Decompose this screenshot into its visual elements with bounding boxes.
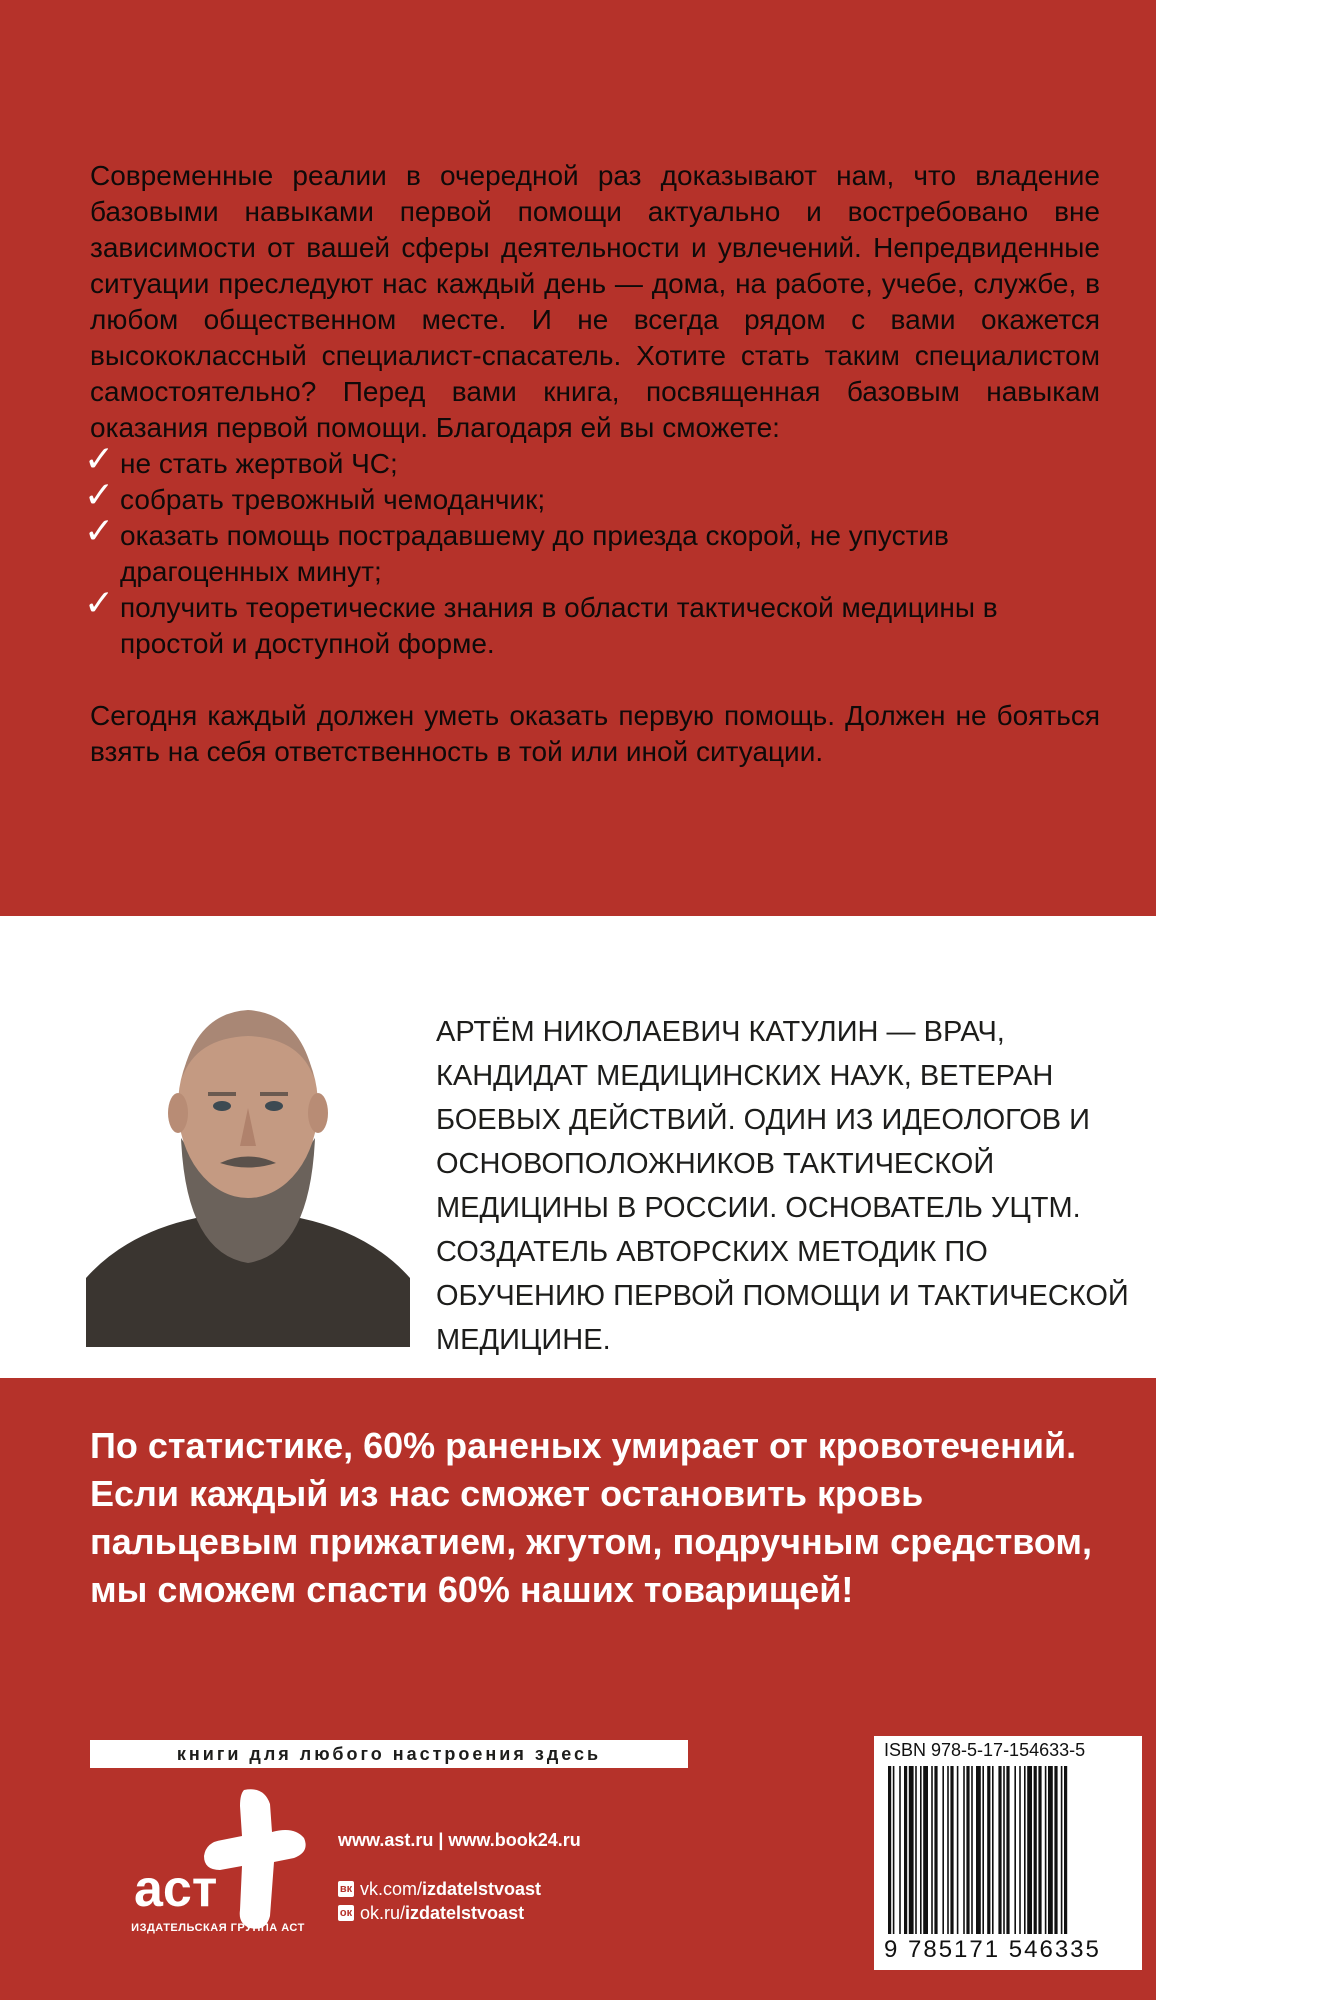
barcode-digits: 9 785171 546335	[884, 1936, 1101, 1963]
barcode-bar	[992, 1766, 994, 1934]
barcode-bar	[1045, 1766, 1047, 1934]
barcode-bar	[1038, 1766, 1041, 1934]
barcode-bar	[998, 1766, 1001, 1934]
barcode-bar	[893, 1766, 895, 1934]
barcode-bar	[1006, 1766, 1009, 1934]
barcode-bar	[888, 1766, 891, 1934]
barcode-bar	[957, 1766, 959, 1934]
ast-logo	[104, 1786, 320, 1936]
barcode-bar	[963, 1766, 965, 1934]
barcode-box	[874, 1736, 1142, 1970]
publisher-name: ИЗДАТЕЛЬСКАЯ ГРУППА АСТ	[131, 1922, 305, 1934]
publisher-links	[338, 1830, 581, 1925]
barcode-bar	[923, 1766, 928, 1934]
author-photo	[86, 978, 410, 1347]
barcode-bar	[1027, 1766, 1032, 1934]
checkmark-icon: ✓	[84, 583, 115, 624]
vk-link[interactable]: вк vk.com/ izdatelstvoast	[339, 1878, 542, 1899]
barcode-bar	[1024, 1766, 1026, 1934]
isbn-label: ISBN 978-5-17-154633-5	[884, 1740, 1086, 1760]
barcode-bar	[966, 1766, 969, 1934]
barcode-bar	[934, 1766, 937, 1934]
barcode-bar	[976, 1766, 981, 1934]
barcode-bar	[1034, 1766, 1037, 1934]
barcode-bar	[971, 1766, 973, 1934]
list-item: ✓ получить теоретические знания в области тактической медицины в простой и доступной форме.	[84, 583, 998, 659]
barcode-bar	[950, 1766, 953, 1934]
vk-icon: вк	[339, 1883, 353, 1895]
list-item: ✓ собрать тревожный чемоданчик;	[84, 475, 546, 516]
barcode-bar	[1064, 1766, 1067, 1934]
barcode-bar	[1019, 1766, 1021, 1934]
closing-paragraph: Сегодня каждый должен уметь оказать первую помощь. Должен не бояться взять на себя ответственность в той или иной ситуации.	[90, 700, 1100, 767]
barcode-bar	[899, 1766, 901, 1934]
logo-text: аст	[134, 1860, 218, 1918]
tagline-banner: книги для любого настроения здесь	[90, 1740, 688, 1768]
barcode-bar	[1014, 1766, 1016, 1934]
list-item: ✓ оказать помощь пострадавшему до приезда скорой, не упустив драгоценных минут;	[84, 511, 949, 587]
checkmark-icon: ✓	[84, 439, 115, 480]
barcode-bar	[942, 1766, 944, 1934]
barcode-bar	[982, 1766, 984, 1934]
checkmark-icon: ✓	[84, 475, 115, 516]
barcode-bar	[1061, 1766, 1063, 1934]
author-bio: АРТЁМ НИКОЛАЕВИЧ КАТУЛИН — ВРАЧ, КАНДИДАТ МЕДИЦИНСКИХ НАУК, ВЕТЕРАН БОЕВЫХ ДЕЙСТВИЙ. ОДИН ИЗ ИДЕОЛОГОВ И ОСНОВОПОЛОЖНИКОВ ТАКТИЧЕСКОЙ МЕДИЦИНЫ В РОССИИ. ОСНОВАТЕЛЬ УЦТМ. СОЗДАТЕЛЬ АВТОРСКИХ МЕТОДИК ПО ОБУЧЕНИЮ ПЕРВОЙ ПОМОЩИ И ТАКТИЧЕСКОЙ МЕДИЦИНЕ.	[436, 1016, 1129, 1356]
barcode-bar	[1003, 1766, 1005, 1934]
barcode-bar	[1054, 1766, 1057, 1934]
barcode-bar	[987, 1766, 990, 1934]
ok-link[interactable]: ок ok.ru/ izdatelstvoast	[339, 1902, 525, 1923]
barcode-bar	[947, 1766, 949, 1934]
statistics-quote: По статистике, 60% раненых умирает от кровотечений. Если каждый из нас сможет остановить кровь пальцевым прижатием, жгутом, подручным средством, мы сможем спасти 60% наших товарищей!	[90, 1425, 1093, 1610]
checkmark-icon: ✓	[84, 511, 115, 552]
benefits-list	[84, 439, 1100, 662]
website-links[interactable]: www.ast.ru | www.book24.ru	[338, 1830, 581, 1850]
barcode-bar	[1048, 1766, 1053, 1934]
list-item: ✓ не стать жертвой ЧС;	[84, 439, 398, 480]
intro-paragraph: Современные реалии в очередной раз доказывают нам, что владение базовыми навыками первой помощи актуально и востребовано вне зависимости от вашей сферы деятельности и увлечений. Непредвиденные ситуации преследуют нас каждый день — дома, на работе, учебе, службе, в любом общественном месте. И не всегда рядом с вами окажется высококлассный специалист-спасатель. Хотите стать таким специалистом самостоятельно? Перед вами книга, посвященная базовым навыкам оказания первой помощи. Благодаря ей вы сможете:	[90, 160, 1100, 443]
barcode-bar	[915, 1766, 917, 1934]
barcode-bar	[909, 1766, 914, 1934]
ok-icon: ок	[339, 1907, 353, 1919]
barcode	[884, 1766, 1132, 1934]
barcode-bar	[904, 1766, 907, 1934]
barcode-bar	[931, 1766, 933, 1934]
barcode-bar	[920, 1766, 922, 1934]
